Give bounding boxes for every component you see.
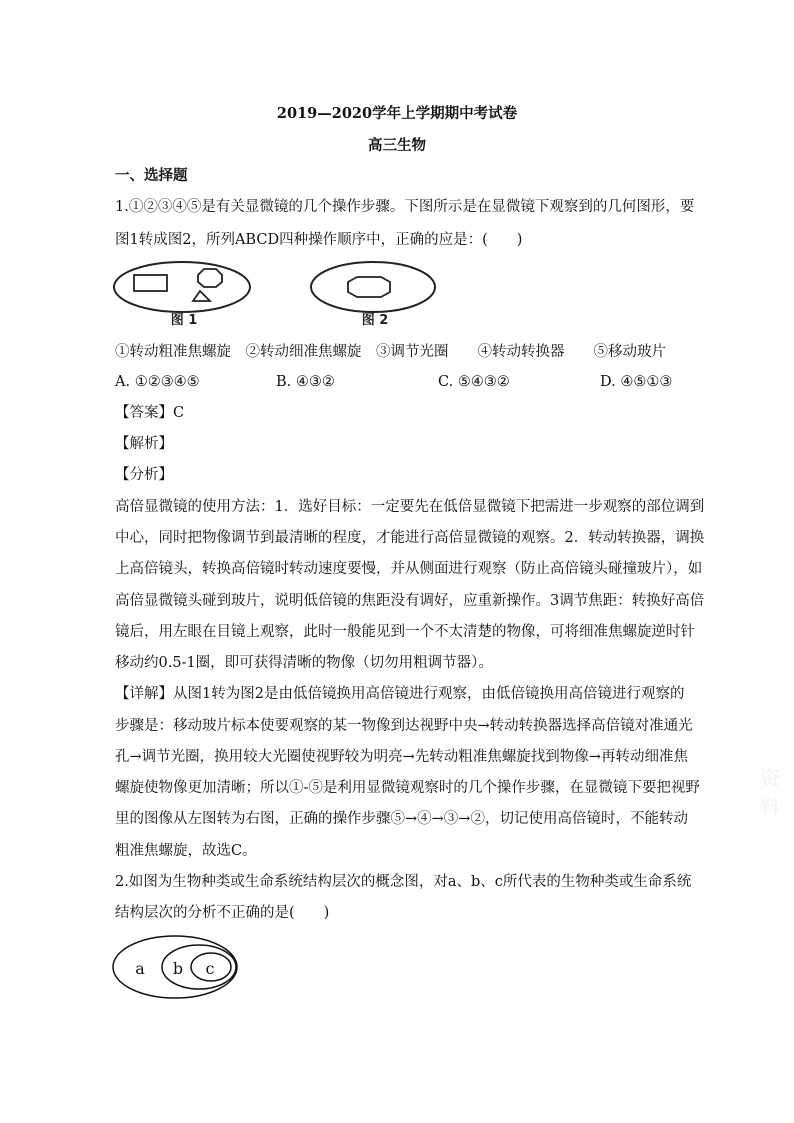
q1-answer: 【答案】C: [115, 405, 185, 421]
figure-1-triangle: [193, 291, 210, 301]
watermark: 资料: [760, 766, 780, 819]
q1-stem-line-1: 1.①②③④⑤是有关显微镜的几个操作步骤。下图所示是在显微镜下观察到的几何图形，要: [115, 199, 695, 215]
label-a: a: [135, 959, 145, 978]
label-c: c: [205, 959, 215, 978]
analysis-line: 高倍显微镜头碰到玻片，说明低倍镜的焦距没有调好，应重新操作。3调节焦距：转换好高倍: [115, 593, 705, 609]
figure-1-octagon: [198, 269, 222, 287]
analysis-line: 高倍显微镜的使用方法：1．选好目标：一定要先在低倍显微镜下把需进一步观察的部位调到: [115, 499, 705, 515]
q1-option-c: C. ⑤④③②: [438, 374, 510, 390]
figure-2: [305, 258, 445, 330]
q1-fenxi-heading: 【分析】: [115, 467, 173, 483]
q1-option-a: A. ①②③④⑤: [115, 374, 200, 390]
exam-title: 2019—2020学年上学期期中考试卷: [276, 105, 518, 122]
figure-2-field-of-view: [311, 262, 435, 312]
figure-1-rectangle: [134, 275, 167, 291]
detail-line: 螺旋使物像更加清晰；所以①-⑤是利用显微镜观察时的几个操作步骤，在显微镜下要把视野: [115, 780, 700, 796]
figure-1: [108, 258, 258, 330]
detail-line: 孔→调节光圈，换用较大光圈使视野较为明亮→先转动粗准焦螺旋找到物像→再转动细准焦: [115, 749, 688, 765]
detail-line: 步骤是：移动玻片标本使要观察的某一物像到达视野中央→转动转换器选择高倍镜对准通光: [115, 718, 693, 734]
q1-jiexi-heading: 【解析】: [115, 436, 173, 452]
figure-1-label: 图 1: [170, 313, 198, 328]
detail-line: 粗准焦螺旋，故选C。: [115, 843, 257, 859]
q1-steps: ①转动粗准焦螺旋 ②转动细准焦螺旋 ③调节光圈 ④转动转换器 ⑤移动玻片: [115, 344, 666, 360]
analysis-line: 中心，同时把物像调节到最清晰的程度，才能进行高倍显微镜的观察。2．转动转换器，调换: [115, 530, 705, 546]
q1-option-b: B. ④③②: [276, 374, 335, 390]
figure-2-octagon: [348, 277, 390, 297]
q2-stem-line-1: 2.如图为生物种类或生命系统结构层次的概念图，对a、b、c所代表的生物种类或生命系统: [115, 874, 692, 890]
q1-option-d: D. ④⑤①③: [600, 374, 673, 390]
analysis-line: 镜后，用左眼在目镜上观察，此时一般能见到一个不太清楚的物像，可将细准焦螺旋逆时针: [115, 624, 695, 640]
label-b: b: [172, 959, 184, 978]
analysis-line: 上高倍镜头，转换高倍镜时转动速度要慢，并从侧面进行观察（防止高倍镜头碰撞玻片），如: [115, 561, 703, 577]
q2-stem-line-2: 结构层次的分析不正确的是( ): [115, 905, 330, 921]
analysis-line: 移动约0.5-1圈，即可获得清晰的物像（切勿用粗调节器）。: [115, 655, 493, 671]
q1-stem-line-2: 图1转成图2，所列ABCD四种操作顺序中，正确的应是：( ): [115, 232, 523, 248]
nested-concept-diagram: [110, 932, 250, 1002]
detail-line: 【详解】从图1转为图2是由低倍镜换用高倍镜进行观察，由低倍镜换用高倍镜进行观察的: [115, 686, 685, 702]
subject-title: 高三生物: [368, 137, 426, 154]
figure-2-label: 图 2: [361, 313, 389, 328]
detail-line: 里的图像从左图转为右图，正确的操作步骤⑤→④→③→②，切记使用高倍镜时，不能转动: [115, 811, 688, 827]
section-heading: 一、选择题: [115, 167, 188, 184]
